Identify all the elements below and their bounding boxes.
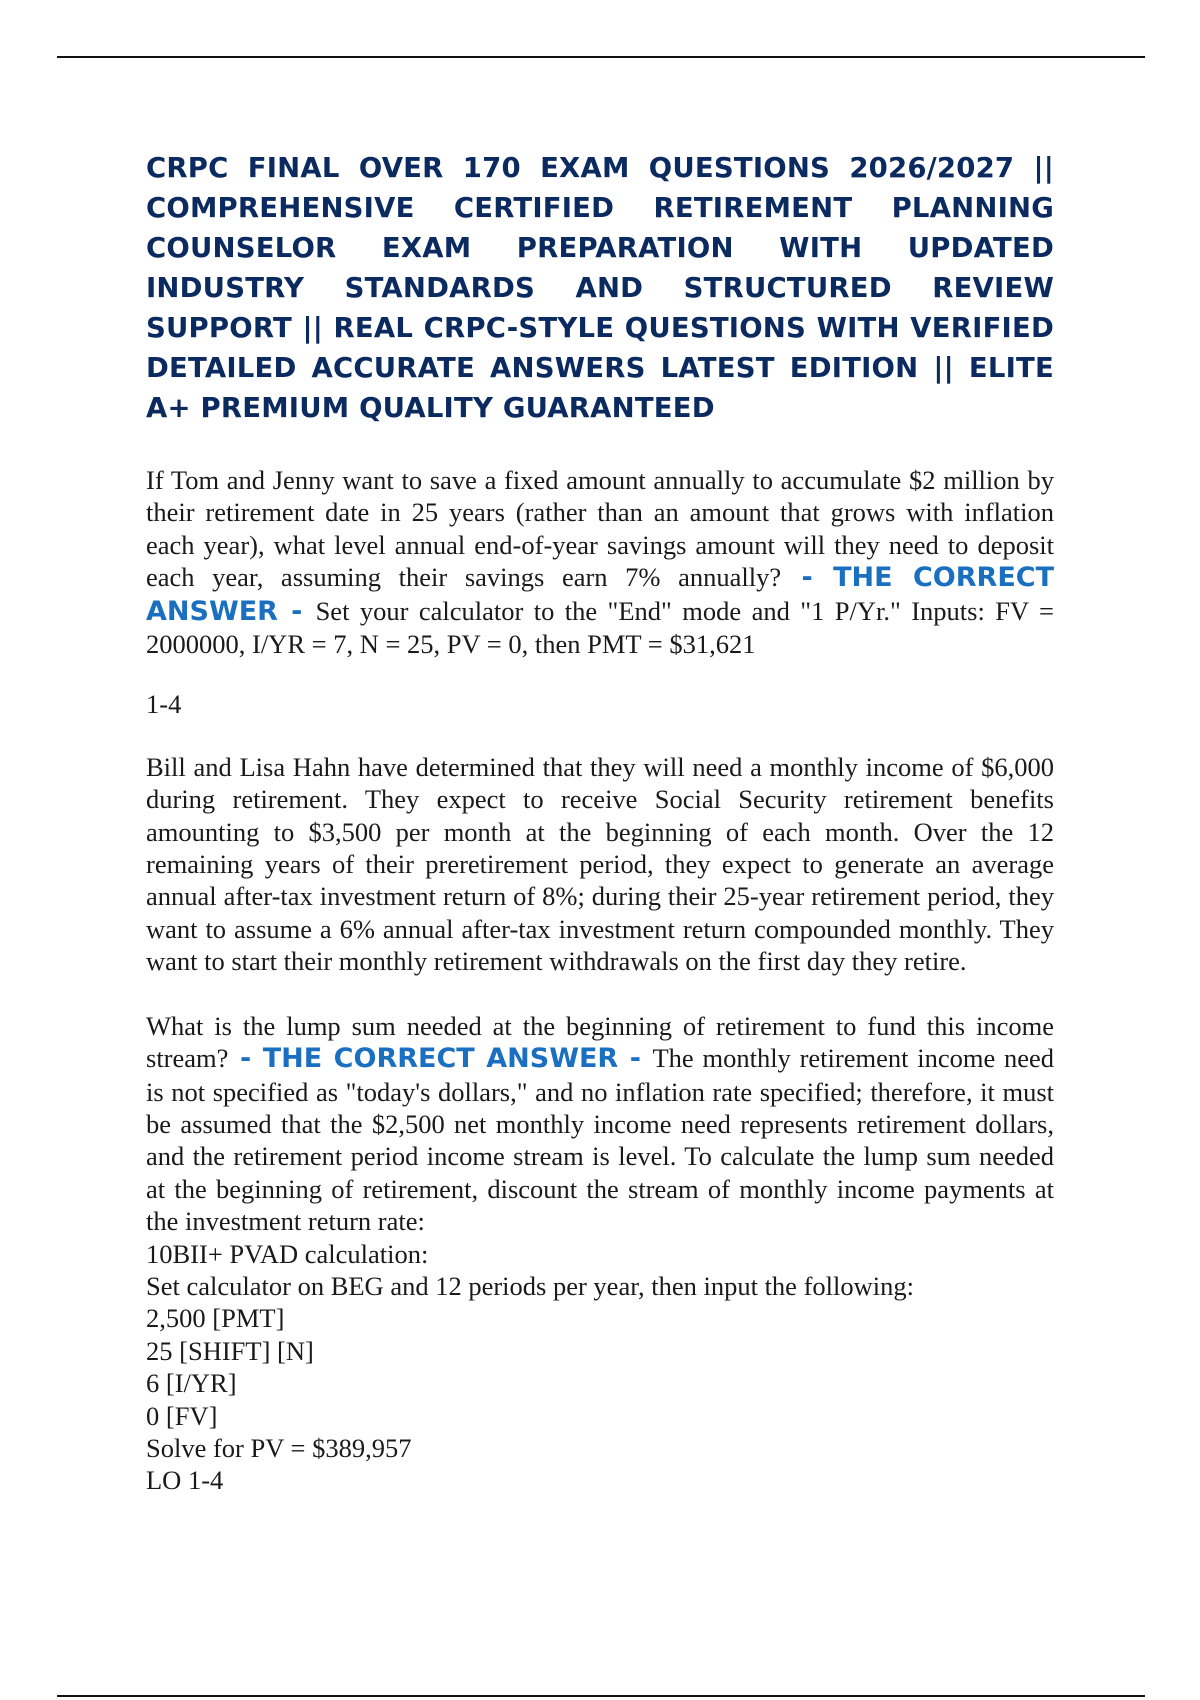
question-1-text: If Tom and Jenny want to save a fixed amount annually to accumulate $2 million by their retirement date in 25 years (rather than an amount that grows with inflation each year), what level annual end-of-year savings amount will they need to deposit each year, assuming their savings earn 7% annually?: [146, 465, 1054, 593]
document-body: [146, 148, 1054, 1497]
correct-answer-label: - THE CORRECT ANSWER -: [228, 1043, 653, 1075]
answer-1-text: Set your calculator to the "End" mode and "1 P/Yr." Inputs: FV = 2000000, I/YR = 7, N = 25, PV = 0, then PMT = $31,621: [146, 595, 1054, 660]
calc-step: Set calculator on BEG and 12 periods per year, then input the following:: [146, 1270, 914, 1301]
calc-step: 10BII+ PVAD calculation:: [146, 1238, 429, 1269]
document-title: CRPC FINAL OVER 170 EXAM QUESTIONS 2026/2027 || COMPREHENSIVE CERTIFIED RETIREMENT PLANNING COUNSELOR EXAM PREPARATION WITH UPDATED INDUSTRY STANDARDS AND STRUCTURED REVIEW SUPPORT || REAL CRPC-STYLE QUESTIONS WITH VERIFIED DETAILED ACCURATE ANSWERS LATEST EDITION || ELITE A+ PREMIUM QUALITY GUARANTEED: [146, 152, 1054, 424]
question-1-reference: 1-4: [146, 689, 182, 720]
bottom-rule: [57, 1695, 1145, 1697]
calc-step: 0 [FV]: [146, 1400, 218, 1431]
top-rule: [57, 56, 1145, 58]
correct-answer-label: - THE CORRECT ANSWER -: [146, 562, 1055, 627]
question-1: [146, 464, 1054, 660]
question-2-text: What is the lump sum needed at the beginning of retirement to fund this income stream?: [146, 1010, 1054, 1074]
calc-step: 2,500 [PMT]: [146, 1303, 285, 1334]
answer-2-text: The monthly retirement income need is not specified as "today's dollars," and no inflation rate specified; therefore, it must be assumed that the $2,500 net monthly income need represents retirement dollars, and the retirement period income stream is level. To calculate the lump sum needed at the beginning of retirement, discount the stream of monthly income payments at the investment return rate:: [146, 1043, 1055, 1237]
question-2-scenario: Bill and Lisa Hahn have determined that they will need a monthly income of $6,000 during retirement. They expect to receive Social Security retirement benefits amounting to $3,500 per month at the beginning of each month. Over the 12 remaining years of their preretirement period, they expect to generate an average annual after-tax investment return of 8%; during their 25-year retirement period, they want to assume a 6% annual after-tax investment return compounded monthly. They want to start their monthly retirement withdrawals on the first day they retire.: [146, 751, 1054, 977]
question-2-reference: LO 1-4: [146, 1465, 224, 1496]
calc-step: 6 [I/YR]: [146, 1368, 237, 1399]
question-2: [146, 1010, 1054, 1497]
calc-result: Solve for PV = $389,957: [146, 1432, 412, 1463]
calc-step: 25 [SHIFT] [N]: [146, 1335, 314, 1366]
